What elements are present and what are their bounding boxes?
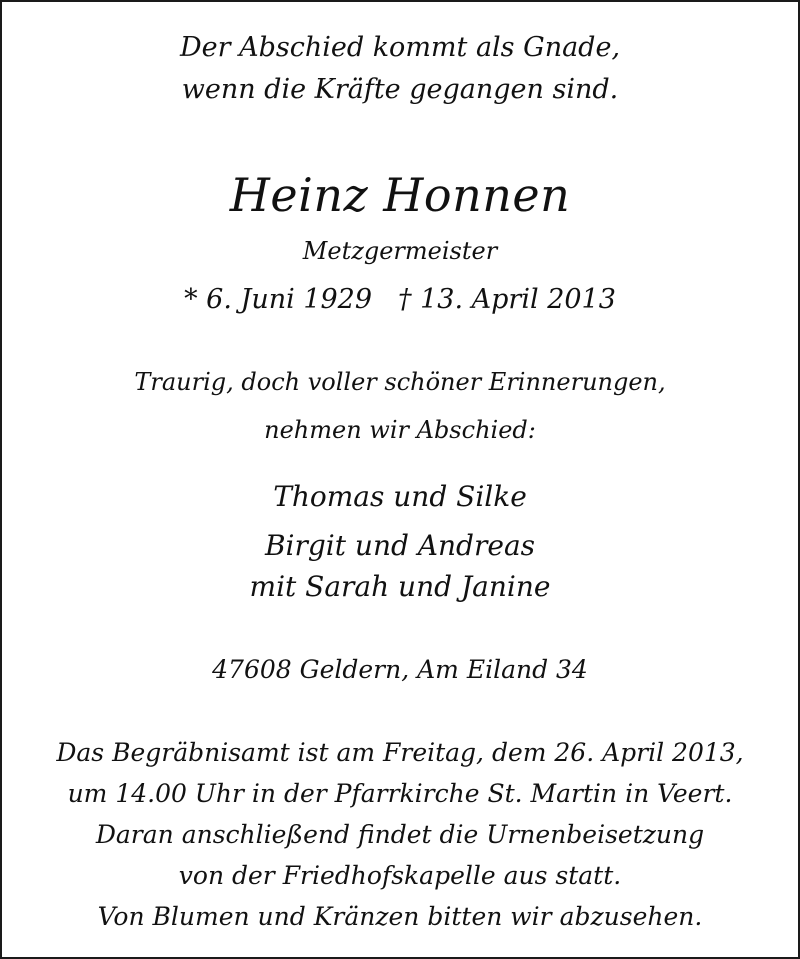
family-line-3: mit Sarah und Janine	[249, 570, 551, 603]
motto-line-2: wenn die Kräfte gegangen sind.	[181, 74, 619, 105]
funeral-line-2: um 14.00 Uhr in der Pfarrkirche St. Martin in Veert.	[67, 779, 733, 808]
family-line-2: Birgit und Andreas	[264, 529, 536, 562]
address: 47608 Geldern, Am Eiland 34	[212, 655, 588, 684]
funeral-line-3: Daran anschließend findet die Urnenbeisetzung	[95, 820, 705, 849]
motto-line-1: Der Abschied kommt als Gnade,	[179, 32, 621, 63]
birth-date: * 6. Juni 1929	[184, 284, 373, 315]
funeral-line-1: Das Begräbnisamt ist am Freitag, dem 26. April 2013,	[56, 738, 744, 767]
intro-line-1: Traurig, doch voller schöner Erinnerungen,	[134, 368, 666, 396]
funeral-line-5: Von Blumen und Kränzen bitten wir abzusehen.	[97, 902, 703, 931]
deceased-name: Heinz Honnen	[229, 168, 571, 222]
family-line-1: Thomas und Silke	[273, 480, 527, 513]
life-dates	[2, 284, 798, 315]
intro-line-2: nehmen wir Abschied:	[264, 416, 536, 444]
death-date: † 13. April 2013	[398, 284, 616, 315]
funeral-line-4: von der Friedhofskapelle aus statt.	[178, 861, 622, 890]
deceased-profession: Metzgermeister	[302, 237, 498, 265]
